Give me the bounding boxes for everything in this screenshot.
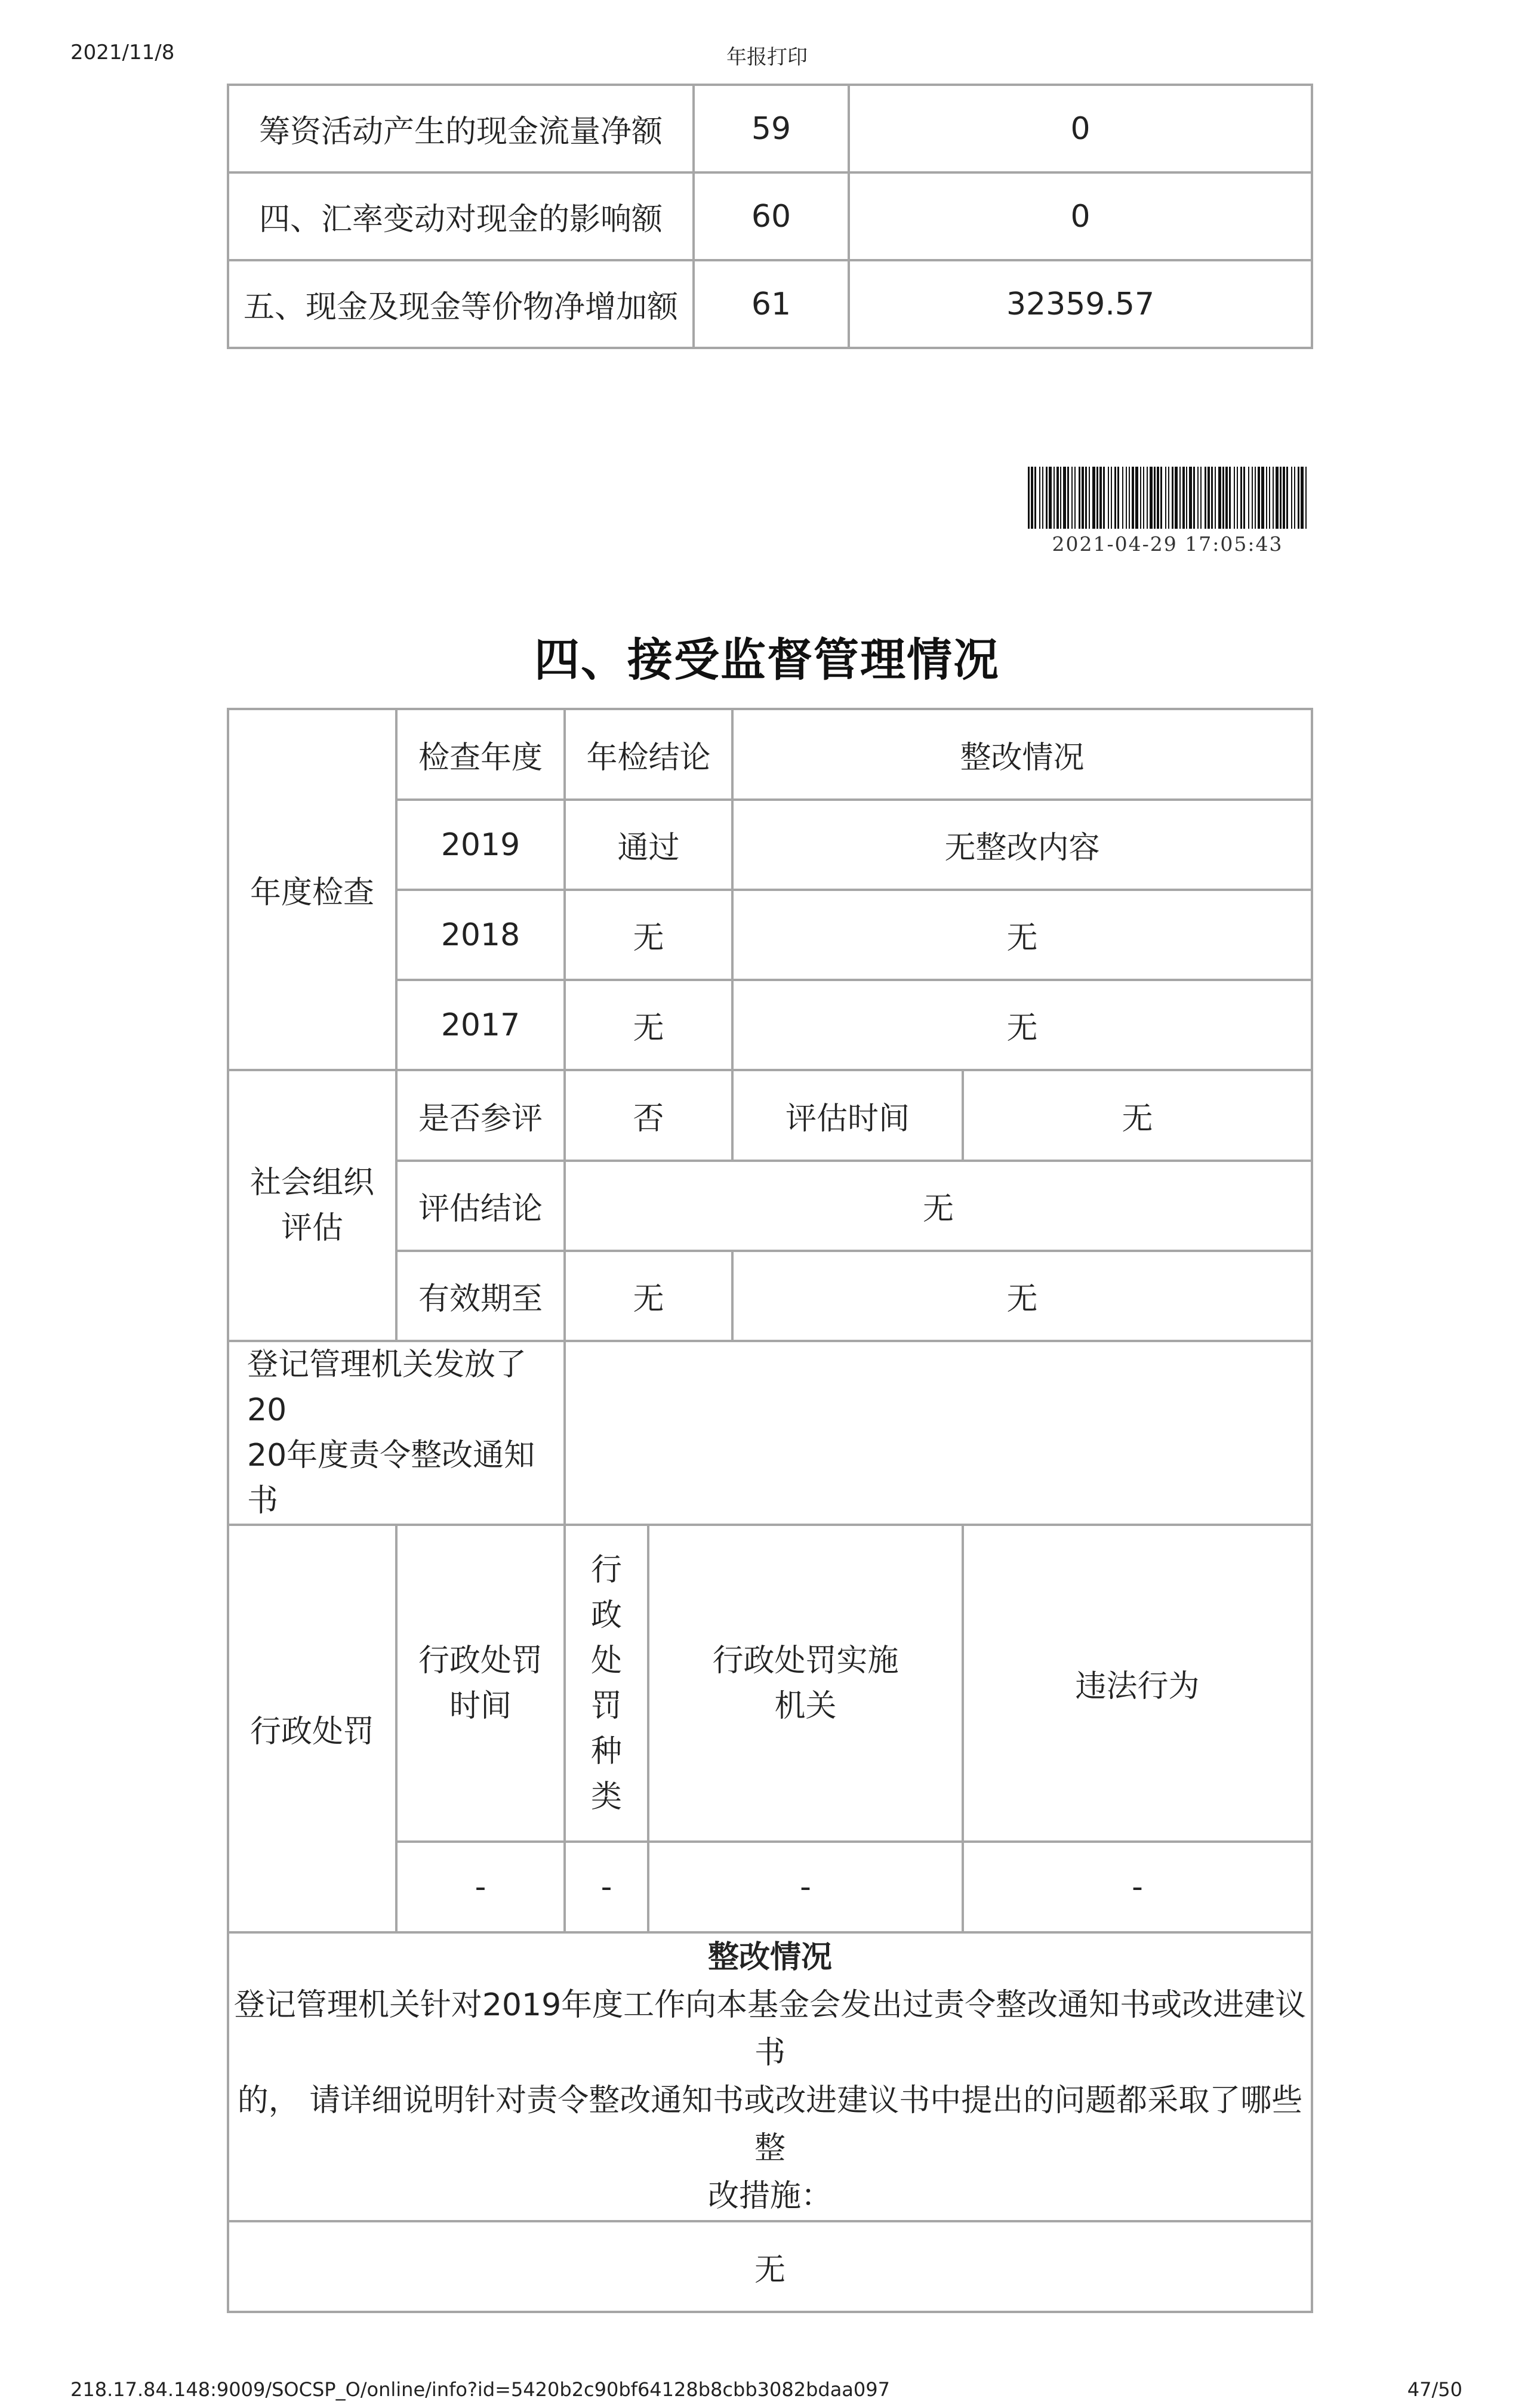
inspection-conclusion-header: 年检结论 (565, 709, 732, 800)
barcode-bar (1096, 467, 1098, 529)
barcode-bar (1276, 467, 1279, 529)
penalty-violation-header: 违法行为 (963, 1525, 1312, 1842)
table-row (228, 1341, 1312, 1525)
barcode-bar (1089, 467, 1090, 529)
cash-row-label: 四、汇率变动对现金的影响额 (228, 172, 694, 260)
barcode-bar (1079, 467, 1080, 529)
barcode-bar (1129, 467, 1130, 529)
rectification-answer: 无 (228, 2221, 1312, 2312)
penalty-type-char: 种 (590, 1733, 622, 1769)
barcode-bar (1294, 467, 1295, 529)
barcode-bar (1179, 467, 1181, 529)
penalty-type-char: 行 (590, 1552, 622, 1588)
barcode-bar (1215, 467, 1216, 529)
inspection-rectification: 无 (732, 980, 1312, 1070)
barcode-bar (1189, 467, 1192, 529)
penalty-time-header-line2: 时间 (449, 1688, 512, 1724)
barcode-bar (1122, 467, 1123, 529)
barcode-bar (1085, 467, 1087, 529)
barcode-bar (1108, 467, 1109, 529)
barcode-bar (1099, 467, 1102, 529)
eval-time-value: 无 (963, 1070, 1312, 1161)
social-org-eval-label-line1: 社会组织 (249, 1165, 374, 1201)
barcode-bar (1225, 467, 1228, 529)
barcode-bar (1126, 467, 1127, 529)
barcode-bar (1205, 467, 1206, 529)
barcode-bar (1248, 467, 1249, 529)
barcode-bar (1261, 467, 1264, 529)
barcode-bar (1103, 467, 1105, 529)
page-number: 47/50 (1407, 2378, 1462, 2401)
penalty-type-char: 政 (590, 1597, 622, 1633)
eval-conclusion-label: 评估结论 (396, 1161, 565, 1251)
penalty-time: - (396, 1842, 565, 1932)
barcode-bar (1157, 467, 1159, 529)
barcode-bar (1042, 467, 1043, 529)
inspection-conclusion: 无 (565, 980, 732, 1070)
barcode-bar (1168, 467, 1169, 529)
penalty-type-char: 罚 (590, 1688, 622, 1724)
barcode-bar (1182, 467, 1185, 529)
barcode-bar (1056, 467, 1059, 529)
barcode-bar (1229, 467, 1231, 529)
rectification-text-line: 的， 请详细说明针对责令整改通知书或改进建议书中提出的问题都采取了哪些整 (237, 2083, 1303, 2166)
penalty-agency-header-line2: 机关 (774, 1688, 837, 1724)
barcode-bar (1092, 467, 1095, 529)
cash-row-label: 筹资活动产生的现金流量净额 (228, 85, 694, 172)
penalty-type-header (565, 1525, 648, 1842)
barcode-bar (1111, 467, 1112, 529)
barcode-timestamp: 2021-04-29 17:05:43 (1052, 532, 1283, 556)
notice-label-line1: 登记管理机关发放了20 (247, 1347, 527, 1428)
penalty-agency-header (648, 1525, 963, 1842)
cash-row-line: 60 (694, 172, 849, 260)
barcode-bar (1117, 467, 1119, 529)
table-row (228, 1070, 1312, 1161)
table-row (228, 709, 1312, 800)
valid-until-value-2: 无 (732, 1251, 1312, 1341)
barcode-bar (1193, 467, 1195, 529)
barcode-bar (1165, 467, 1166, 529)
barcode-bar (1063, 467, 1066, 529)
rectification-text-line: 改措施： (708, 2178, 833, 2214)
barcode-bar (1200, 467, 1202, 529)
barcode-bar (1218, 467, 1221, 529)
inspection-conclusion: 通过 (565, 800, 732, 890)
barcode-bar (1074, 467, 1076, 529)
rectification-title: 整改情况 (708, 1940, 833, 1975)
barcode-bar (1286, 467, 1288, 529)
barcode-bar (1266, 467, 1267, 529)
notice-label (228, 1341, 565, 1525)
penalty-agency-header-line1: 行政处罚实施 (712, 1642, 899, 1679)
barcode-bar (1135, 467, 1138, 529)
eval-conclusion-value: 无 (565, 1161, 1312, 1251)
barcode-bar (1082, 467, 1084, 529)
penalty-time-header-line1: 行政处罚 (418, 1642, 543, 1679)
barcode-bar (1143, 467, 1144, 529)
barcode-image (1028, 467, 1307, 529)
barcode-bar (1283, 467, 1285, 529)
rectification-text-line: 登记管理机关针对2019年度工作向本基金会发出过责令整改通知书或改进建议书 (233, 1987, 1307, 2071)
barcode-bar (1172, 467, 1173, 529)
penalty-type-char: 处 (590, 1642, 622, 1679)
table-row (228, 1932, 1312, 2221)
cash-row-line: 61 (694, 260, 849, 348)
table-row (228, 1525, 1312, 1842)
penalty-agency: - (648, 1842, 963, 1932)
barcode-bar (1071, 467, 1073, 529)
inspection-year: 2017 (396, 980, 565, 1070)
barcode-bar (1255, 467, 1256, 529)
barcode-bar (1046, 467, 1048, 529)
barcode-bar (1258, 467, 1260, 529)
participated-value: 否 (565, 1070, 732, 1161)
barcode-bar (1154, 467, 1156, 529)
barcode-bar (1237, 467, 1238, 529)
barcode-bar (1028, 467, 1030, 529)
penalty-type: - (565, 1842, 648, 1932)
print-header-title: 年报打印 (726, 45, 808, 69)
print-date: 2021/11/8 (70, 41, 175, 64)
cash-flow-table (227, 84, 1313, 349)
inspection-year-header: 检查年度 (396, 709, 565, 800)
valid-until-value: 无 (565, 1251, 732, 1341)
barcode-bar (1234, 467, 1235, 529)
admin-penalty-label: 行政处罚 (228, 1525, 396, 1932)
inspection-year: 2019 (396, 800, 565, 890)
barcode-bar (1039, 467, 1040, 529)
barcode-bar (1197, 467, 1199, 529)
notice-value (565, 1341, 1312, 1525)
barcode-bar (1049, 467, 1052, 529)
social-org-eval-label-line2: 评估 (281, 1210, 343, 1246)
barcode-bar (1269, 467, 1270, 529)
social-org-eval-label (228, 1070, 396, 1341)
barcode-bar (1301, 467, 1304, 529)
barcode-bar (1222, 467, 1224, 529)
penalty-time-header (396, 1525, 565, 1842)
table-row (228, 260, 1312, 348)
inspection-conclusion: 无 (565, 890, 732, 980)
barcode-bar (1211, 467, 1213, 529)
inspection-rectification: 无整改内容 (732, 800, 1312, 890)
barcode-bar (1305, 467, 1307, 529)
cash-row-value: 32359.57 (849, 260, 1312, 348)
supervision-table (227, 708, 1313, 2313)
section-title: 四、接受监督管理情况 (534, 633, 1000, 686)
barcode-bar (1147, 467, 1148, 529)
barcode-bar (1060, 467, 1061, 529)
penalty-type-char: 类 (590, 1778, 622, 1815)
annual-inspection-label: 年度检查 (228, 709, 396, 1070)
barcode-bar (1240, 467, 1242, 529)
valid-until-label: 有效期至 (396, 1251, 565, 1341)
barcode-bar (1140, 467, 1141, 529)
table-row (228, 172, 1312, 260)
cash-row-line: 59 (694, 85, 849, 172)
footer-url: 218.17.84.148:9009/SOCSP_O/online/info?id=5420b2c90bf64128b8cbb3082bdaa097 (70, 2378, 890, 2401)
eval-time-label: 评估时间 (732, 1070, 963, 1161)
barcode-bar (1175, 467, 1178, 529)
barcode-bar (1034, 467, 1036, 529)
inspection-rectification-header: 整改情况 (732, 709, 1312, 800)
barcode-bar (1186, 467, 1187, 529)
barcode-bar (1031, 467, 1033, 529)
barcode-bar (1067, 467, 1069, 529)
barcode-bar (1054, 467, 1055, 529)
barcode-bar (1150, 467, 1153, 529)
cash-row-label: 五、现金及现金等价物净增加额 (228, 260, 694, 348)
table-row (228, 85, 1312, 172)
barcode-bar (1298, 467, 1299, 529)
cash-row-value: 0 (849, 172, 1312, 260)
table-row (228, 2221, 1312, 2312)
barcode-bar (1160, 467, 1162, 529)
barcode-bar (1280, 467, 1282, 529)
cash-row-value: 0 (849, 85, 1312, 172)
penalty-violation: - (963, 1842, 1312, 1932)
inspection-year: 2018 (396, 890, 565, 980)
barcode-bar (1291, 467, 1292, 529)
barcode-bar (1114, 467, 1116, 529)
barcode-bar (1132, 467, 1134, 529)
inspection-rectification: 无 (732, 890, 1312, 980)
barcode-bar (1273, 467, 1274, 529)
participated-label: 是否参评 (396, 1070, 565, 1161)
rectification-note (228, 1932, 1312, 2221)
notice-label-line2: 20年度责令整改通知书 (247, 1438, 535, 1519)
barcode-bar (1252, 467, 1253, 529)
barcode-bar (1243, 467, 1245, 529)
barcode-bar (1208, 467, 1210, 529)
